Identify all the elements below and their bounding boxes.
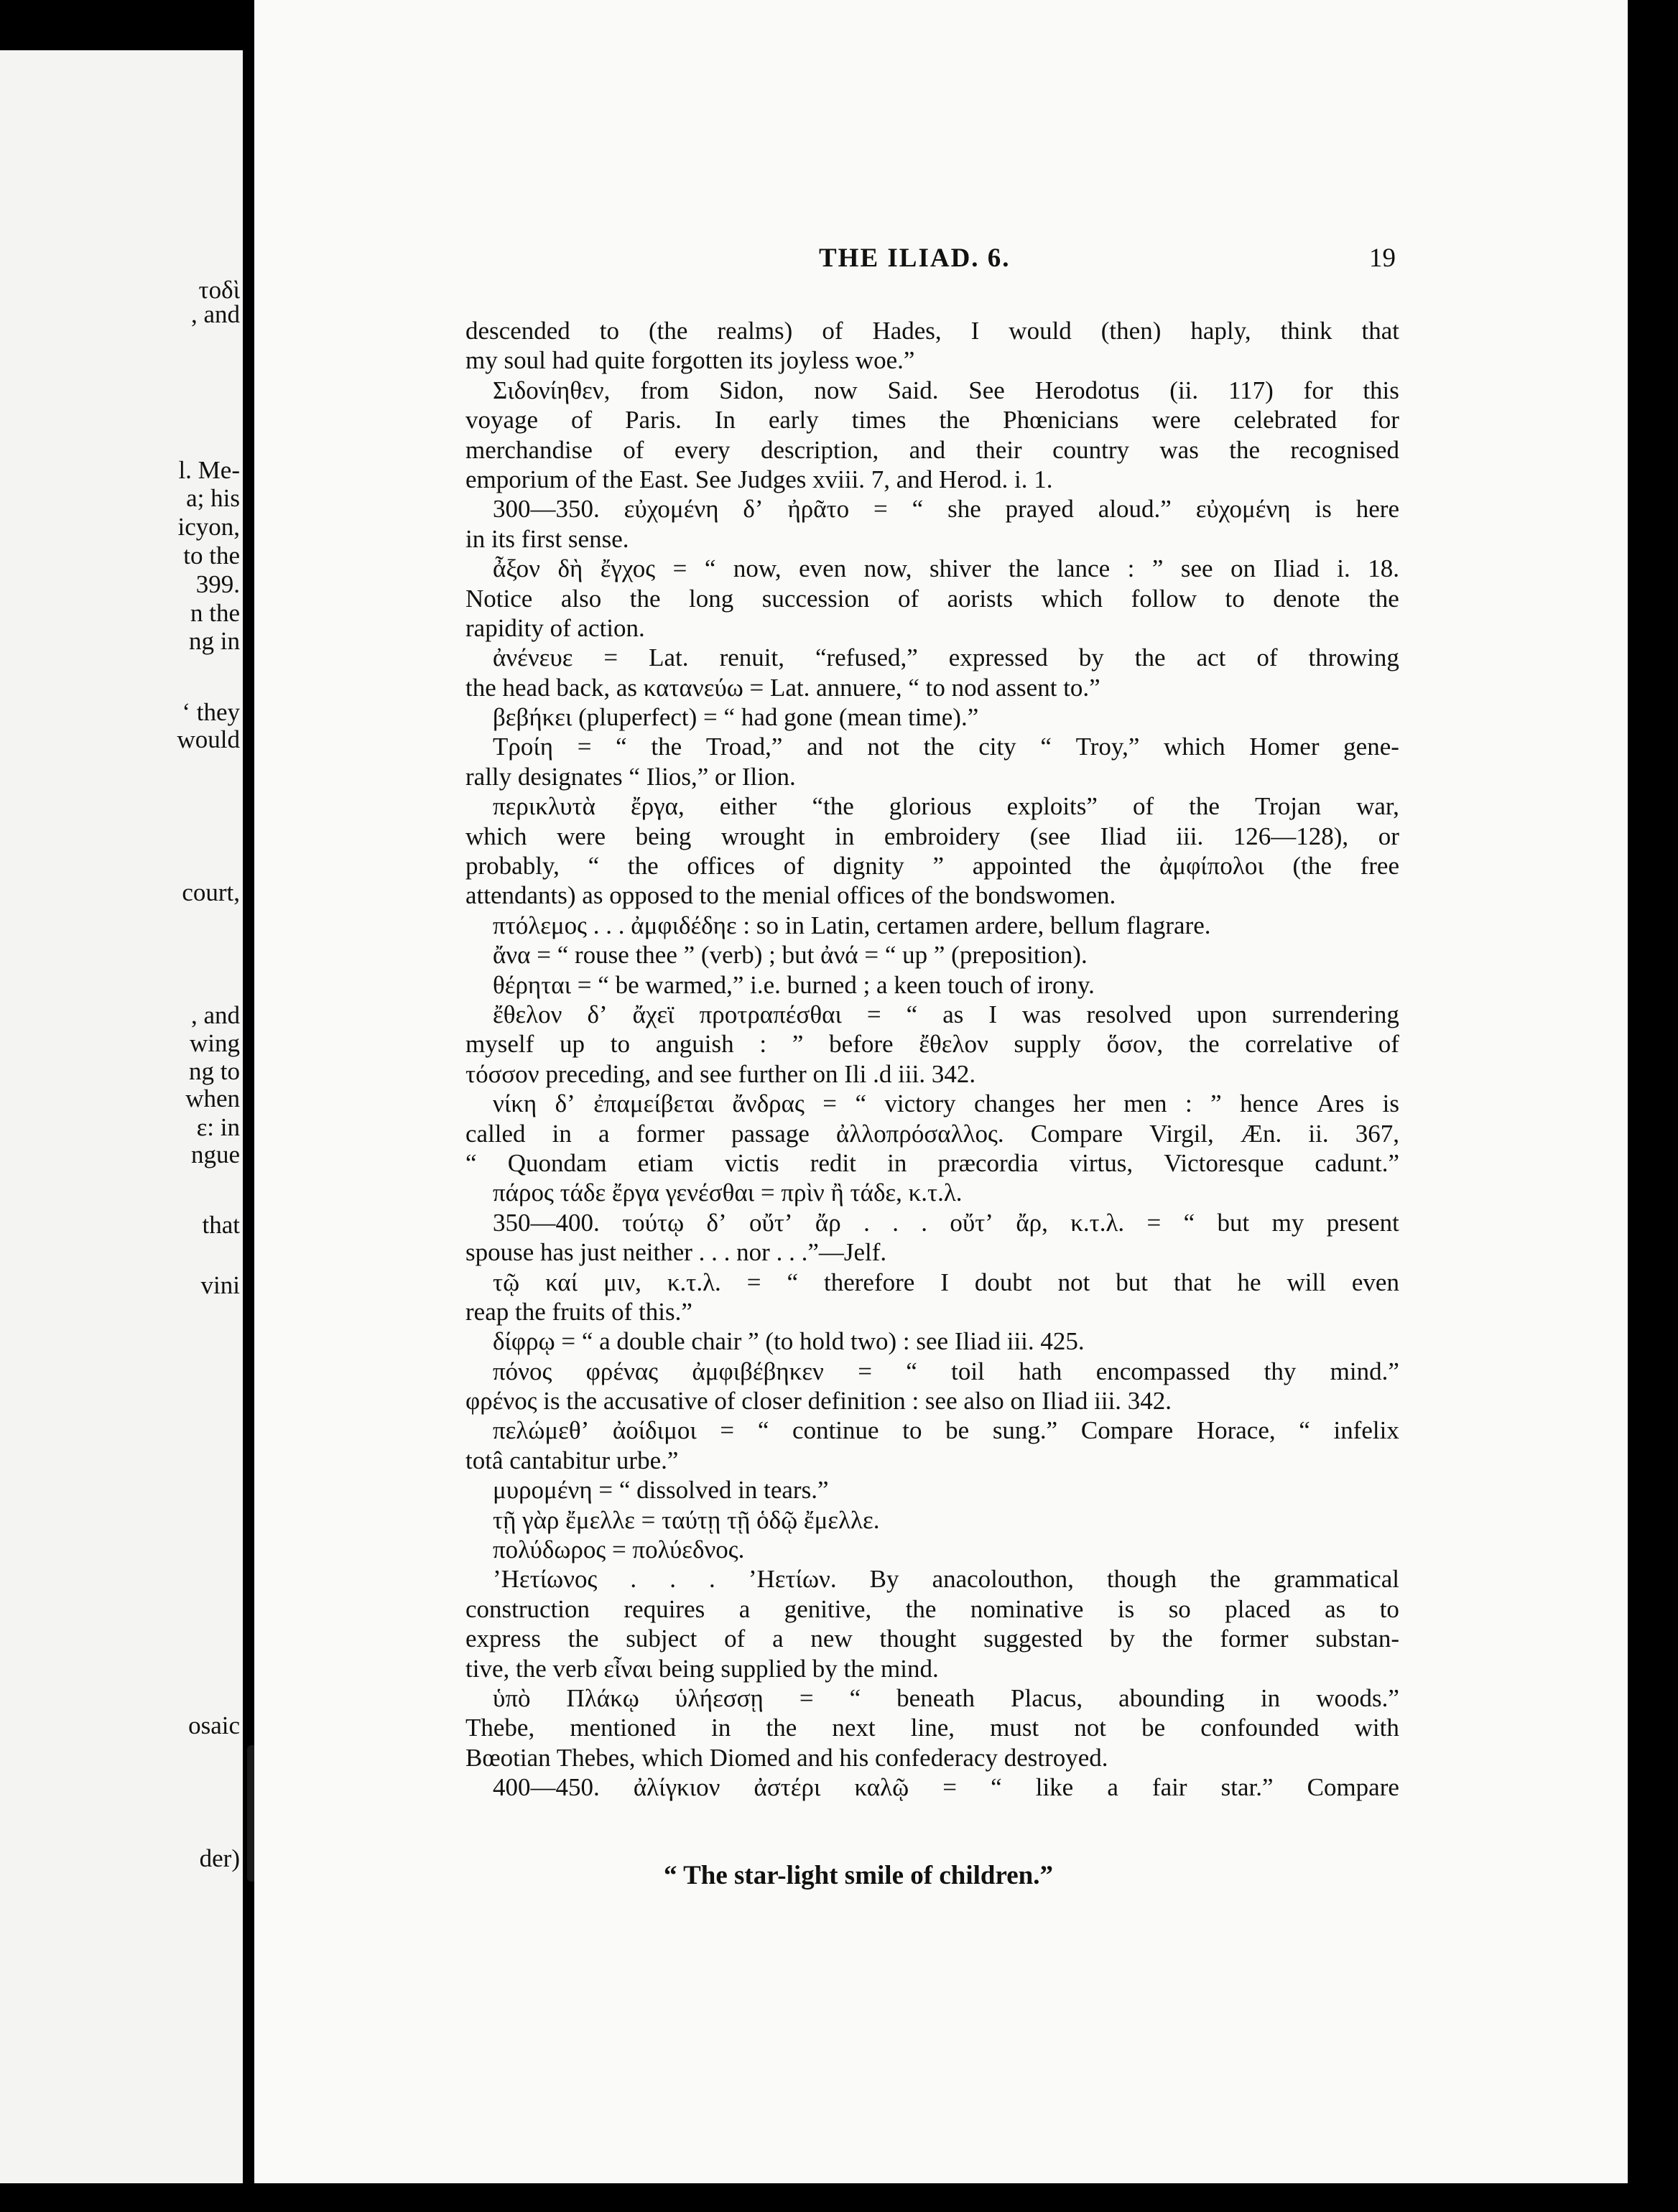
text-line: totâ cantabitur urbe.” xyxy=(465,1446,679,1474)
left-page-fragment: ‘ they xyxy=(182,698,240,726)
text-line: my soul had quite forgotten its joyless woe.” xyxy=(465,346,915,375)
text-line: ἆξον δὴ ἔγχος = “ now, even now, shiver the lance : ” see on Iliad i. 18. xyxy=(493,554,1399,583)
left-page-fragment: vini xyxy=(200,1271,240,1299)
quotation-caption: “ The star-light smile of children.” xyxy=(664,1861,1053,1890)
running-header xyxy=(254,243,1628,279)
text-line: rally designates “ Ilios,” or Ilion. xyxy=(465,762,796,791)
text-line: spouse has just neither . . . nor . . .”—Jelf. xyxy=(465,1238,887,1267)
text-line: which were being wrought in embroidery (see Iliad iii. 126—128), or xyxy=(465,822,1399,850)
text-line: δίφρῳ = “ a double chair ” (to hold two) : see Iliad iii. 425. xyxy=(493,1327,1085,1356)
right-page xyxy=(254,0,1628,2183)
text-line: Thebe, mentioned in the next line, must not be confounded with xyxy=(465,1714,1399,1742)
left-page-fragment: l. Me- xyxy=(178,456,240,484)
text-line: 300—350. εὐχομένη δ’ ἠρᾶτο = “ she prayed aloud.” εὐχομένη is here xyxy=(493,495,1399,524)
text-line: πάρος τάδε ἔργα γενέσθαι = πρὶν ἢ τάδε, κ.τ.λ. xyxy=(493,1179,963,1207)
text-line: rapidity of action. xyxy=(465,613,645,642)
left-page-fragment: would xyxy=(177,725,240,753)
text-line: 350—400. τούτῳ δ’ οὔτ’ ἄρ . . . οὔτ’ ἄρ, κ.τ.λ. = “ but my present xyxy=(493,1208,1399,1237)
left-page-fragment: , and xyxy=(190,300,240,328)
left-page-fragment: wing xyxy=(190,1029,240,1057)
text-line: myself up to anguish : ” before ἔθελον supply ὅσον, the correlative of xyxy=(465,1030,1399,1059)
text-line: πελώμεθ’ ἀοίδιμοι = “ continue to be sung.” Compare Horace, “ infelix xyxy=(493,1416,1399,1445)
text-line: called in a former passage ἀλλοπρόσαλλος. Compare Virgil, Æn. ii. 367, xyxy=(465,1119,1399,1148)
text-line: merchandise of every description, and their country was the recognised xyxy=(465,435,1399,464)
left-page-fragment: icyon, xyxy=(177,513,240,541)
left-page-fragment: a; his xyxy=(186,484,240,512)
left-page-fragment: , and xyxy=(190,1001,240,1029)
text-line: βεβήκει (pluperfect) = “ had gone (mean time).” xyxy=(493,703,979,732)
text-line: ἄνα = “ rouse thee ” (verb) ; but ἀνά = “ up ” (preposition). xyxy=(493,941,1088,970)
left-page-fragment: that xyxy=(202,1211,240,1239)
text-line: πολύδωρος = πολύεδνος. xyxy=(493,1535,745,1564)
text-line: Notice also the long succession of aorists which follow to denote the xyxy=(465,584,1399,613)
text-line: in its first sense. xyxy=(465,524,629,553)
text-line: ὑπὸ Πλάκῳ ὑλήεσσῃ = “ beneath Placus, abounding in woods.” xyxy=(493,1683,1399,1712)
text-line: 400—450. ἀλίγκιον ἀστέρι καλῷ = “ like a fair star.” Compare xyxy=(493,1773,1399,1802)
left-page-fragment: ngue xyxy=(190,1140,240,1168)
text-line: Τροίη = “ the Troad,” and not the city “ Troy,” which Homer gene- xyxy=(493,733,1399,761)
left-page-fragment: der) xyxy=(199,1844,240,1872)
text-line: περικλυτὰ ἔργα, either “the glorious exploits” of the Trojan war, xyxy=(493,792,1399,821)
text-line: ’Ηετίωνος . . . ’Ηετίων. By anacolouthon, though the grammatical xyxy=(493,1565,1399,1594)
text-line: ἔθελον δ’ ἄχεϊ προτραπέσθαι = “ as I was resolved upon surrendering xyxy=(493,1000,1399,1028)
text-line: τόσσον preceding, and see further on Ili .d iii. 342. xyxy=(465,1059,976,1088)
text-line: νίκη δ’ ἐπαμείβεται ἄνδρας = “ victory changes her men : ” hence Ares is xyxy=(493,1089,1399,1118)
text-line: φρένος is the accusative of closer definition : see also on Iliad iii. 342. xyxy=(465,1387,1172,1416)
text-line: πτόλεμος . . . ἀμφιδέδηε : so in Latin, certamen ardere, bellum flagrare. xyxy=(493,911,1211,939)
left-page-fragment: τοδὶ xyxy=(198,276,240,304)
text-line: descended to (the realms) of Hades, I would (then) haply, think that xyxy=(465,317,1399,345)
left-page xyxy=(0,50,243,2183)
left-page-fragment: court, xyxy=(182,878,240,906)
text-line: τῷ καί μιν, κ.τ.λ. = “ therefore I doubt not but that he will even xyxy=(493,1268,1399,1296)
text-line: πόνος φρένας ἀμφιβέβηκεν = “ toil hath encompassed thy mind.” xyxy=(493,1357,1399,1385)
text-line: emporium of the East. See Judges xviii. 7, and Herod. i. 1. xyxy=(465,465,1053,493)
text-line: τῇ γὰρ ἔμελλε = ταύτῃ τῇ ὁδῷ ἔμελλε. xyxy=(493,1505,880,1534)
text-line: attendants) as opposed to the menial offices of the bondswomen. xyxy=(465,881,1116,910)
text-line: reap the fruits of this.” xyxy=(465,1297,692,1326)
text-line: ἀνένευε = Lat. renuit, “refused,” expressed by the act of throwing xyxy=(493,643,1399,672)
left-page-fragment: when xyxy=(185,1084,240,1112)
text-line: tive, the verb εἶναι being supplied by the mind. xyxy=(465,1654,939,1683)
left-page-fragment: 399. xyxy=(195,570,240,598)
text-line: the head back, as κατανεύω = Lat. annuere, “ to nod assent to.” xyxy=(465,673,1100,702)
commentary-text xyxy=(465,316,1399,1803)
text-line: express the subject of a new thought suggested by the former substan- xyxy=(465,1625,1399,1653)
text-line: voyage of Paris. In early times the Phœnicians were celebrated for xyxy=(465,406,1399,434)
left-page-fragment: n the xyxy=(190,599,240,627)
text-line: Bœotian Thebes, which Diomed and his confederacy destroyed. xyxy=(465,1743,1108,1772)
left-page-fragment: osaic xyxy=(188,1711,240,1739)
text-line: construction requires a genitive, the nominative is so placed as to xyxy=(465,1594,1399,1623)
text-line: μυρομένη = “ dissolved in tears.” xyxy=(493,1476,829,1505)
page-number: 19 xyxy=(1369,243,1396,273)
text-line: “ Quondam etiam victis redit in præcordia virtus, Victoresque cadunt.” xyxy=(465,1148,1399,1177)
running-title: THE ILIAD. 6. xyxy=(819,243,1011,273)
left-page-fragment: ng to xyxy=(189,1057,240,1085)
left-page-fragment: ε: in xyxy=(196,1113,240,1141)
text-line: probably, “ the offices of dignity ” appointed the ἀμφίπολοι (the free xyxy=(465,852,1399,880)
left-page-fragment: ng in xyxy=(189,627,240,655)
left-page-fragment: to the xyxy=(183,542,240,570)
text-line: θέρηται = “ be warmed,” i.e. burned ; a keen touch of irony. xyxy=(493,970,1095,999)
text-line: Σιδονίηθεν, from Sidon, now Said. See Herodotus (ii. 117) for this xyxy=(493,376,1399,404)
